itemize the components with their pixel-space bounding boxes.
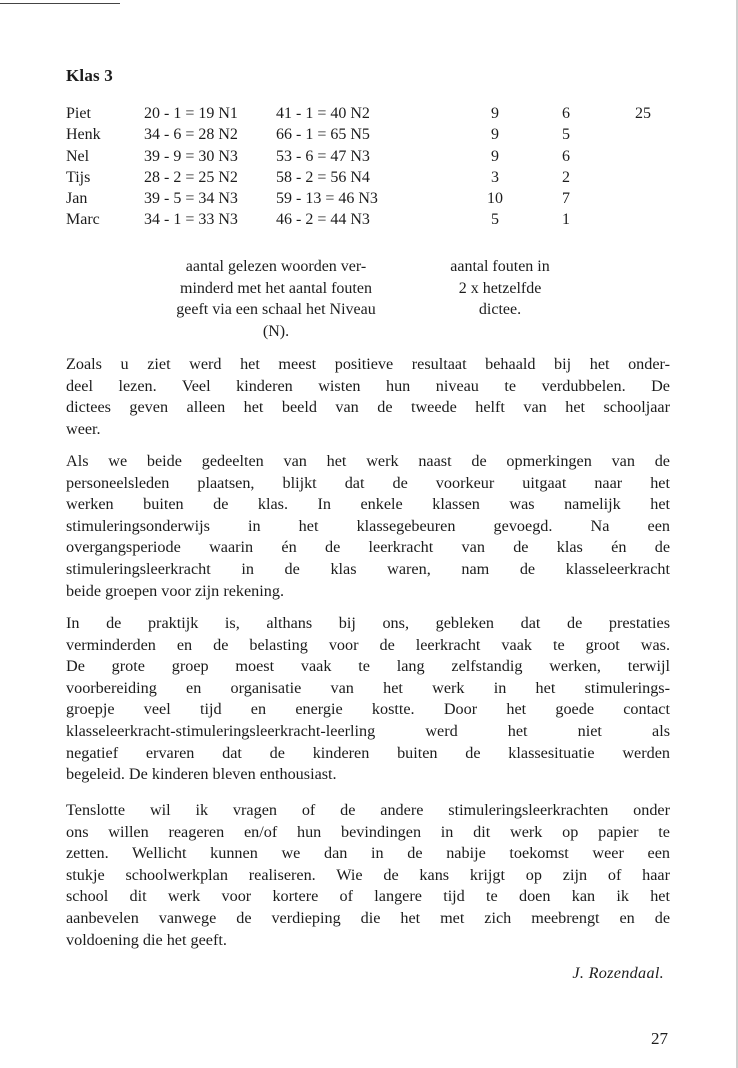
table-row bbox=[66, 209, 666, 230]
text-line: stukje schoolwerkplan realiseren. Wie de kans krijgt op zijn of haar bbox=[66, 865, 670, 884]
dictee-errors-second: 2 bbox=[562, 168, 570, 186]
reading-score-first: 39 - 9 = 30 N3 bbox=[144, 147, 238, 165]
dictee-errors-second: 6 bbox=[562, 105, 570, 122]
table-row bbox=[66, 146, 666, 167]
legend-line: aantal fouten in bbox=[450, 258, 550, 275]
reading-score-first: 20 - 1 = 19 N1 bbox=[144, 105, 238, 122]
text-line: Als we beide gedeelten van het werk naast de opmerkingen van de bbox=[66, 452, 670, 470]
section-heading: Klas 3 bbox=[66, 66, 114, 85]
text-line: voldoening die het geeft. bbox=[66, 930, 227, 949]
total-value: 25 bbox=[635, 105, 651, 122]
dictee-errors-second: 6 bbox=[562, 147, 570, 165]
reading-score-first: 28 - 2 = 25 N2 bbox=[144, 168, 238, 186]
student-name: Tijs bbox=[66, 168, 91, 186]
reading-score-second: 46 - 2 = 44 N3 bbox=[276, 211, 370, 229]
paragraph-comparison bbox=[66, 451, 670, 602]
dictee-errors-first: 5 bbox=[491, 211, 499, 229]
legend-line: dictee. bbox=[478, 301, 522, 318]
paragraph-results bbox=[66, 354, 670, 440]
dictee-errors-first: 9 bbox=[491, 126, 499, 144]
reading-score-second: 58 - 2 = 56 N4 bbox=[276, 168, 370, 186]
table-row bbox=[66, 188, 666, 209]
text-line: verminderden en de belasting voor de leerkracht vaak te groot was. bbox=[66, 635, 670, 654]
text-line: Zoals u ziet werd het meest positieve resultaat behaald bij het onder- bbox=[66, 355, 670, 373]
top-rule bbox=[0, 3, 120, 4]
dictee-errors-first: 10 bbox=[487, 190, 503, 208]
text-line: deel lezen. Veel kinderen wisten hun niveau te verdubbelen. De bbox=[66, 376, 670, 395]
text-line: zetten. Wellicht kunnen we dan in de nabije toekomst weer een bbox=[66, 844, 670, 863]
text-line: begeleid. De kinderen bleven enthousiast. bbox=[66, 765, 337, 784]
dictee-errors-first: 9 bbox=[491, 147, 499, 165]
legend-line: minderd met het aantal fouten bbox=[180, 279, 372, 297]
text-line: werken buiten de klas. In enkele klassen was namelijk het bbox=[66, 495, 670, 514]
legend-line: aantal gelezen woorden ver- bbox=[185, 258, 367, 275]
reading-score-first: 39 - 5 = 34 N3 bbox=[144, 190, 238, 208]
paragraph-closing bbox=[66, 800, 670, 951]
text-line: De grote groep moest vaak te lang zelfstandig werken, terwijl bbox=[66, 657, 670, 676]
results-table bbox=[66, 103, 666, 231]
legend-line: (N). bbox=[262, 322, 290, 340]
student-name: Nel bbox=[66, 147, 90, 165]
text-line: personeelsleden plaatsen, blijkt dat de voorkeur uitgaat naar het bbox=[66, 473, 670, 492]
student-name: Henk bbox=[66, 126, 101, 144]
text-line: groepje veel tijd en energie kostte. Door het goede contact bbox=[66, 700, 670, 719]
dictee-legend bbox=[420, 256, 580, 321]
dictee-errors-first: 3 bbox=[491, 168, 499, 186]
dictee-errors-second: 5 bbox=[562, 126, 570, 144]
reading-score-first: 34 - 1 = 33 N3 bbox=[144, 211, 238, 229]
text-line: voorbereiding en organisatie van het werk in het stimulerings- bbox=[66, 678, 670, 697]
text-line: school dit werk voor kortere of langere tijd te doen kan ik het bbox=[66, 887, 670, 906]
student-name: Marc bbox=[66, 211, 100, 229]
legend-line: 2 x hetzelfde bbox=[458, 279, 542, 297]
text-line: stimuleringsleerkracht in de klas waren, nam de klasseleerkracht bbox=[66, 559, 670, 578]
text-line: beide groepen voor zijn rekening. bbox=[66, 581, 285, 600]
legend-line: geeft via een schaal het Niveau bbox=[176, 301, 376, 318]
reading-score-second: 59 - 13 = 46 N3 bbox=[276, 190, 378, 208]
reading-score-first: 34 - 6 = 28 N2 bbox=[144, 126, 238, 144]
text-line: aanbevelen vanwege de verdieping die het met zich meebrengt en de bbox=[66, 908, 670, 927]
text-line: negatief ervaren dat de kinderen buiten de klassesituatie werden bbox=[66, 743, 670, 762]
reading-score-second: 53 - 6 = 47 N3 bbox=[276, 147, 370, 165]
text-line: weer. bbox=[66, 419, 101, 438]
text-line: overgangsperiode waarin én de leerkracht van de klas én de bbox=[66, 538, 670, 557]
paragraph-practice bbox=[66, 613, 670, 786]
text-line: stimuleringsonderwijs in het klassegebeuren gevoegd. Na een bbox=[66, 516, 670, 535]
reading-score-second: 41 - 1 = 40 N2 bbox=[276, 105, 370, 122]
text-line: ons willen reageren en/of hun bevindingen in dit werk op papier te bbox=[66, 822, 670, 841]
table-row bbox=[66, 103, 666, 124]
dictee-errors-second: 1 bbox=[562, 211, 570, 229]
table-row bbox=[66, 167, 666, 188]
student-name: Piet bbox=[66, 105, 91, 122]
dictee-errors-second: 7 bbox=[562, 190, 570, 208]
author-signature: J. Rozendaal. bbox=[572, 964, 664, 982]
page-number: 27 bbox=[651, 1029, 668, 1048]
reading-legend bbox=[146, 256, 406, 342]
student-name: Jan bbox=[66, 190, 88, 208]
text-line: klasseleerkracht-stimuleringsleerkracht-leerling werd het niet als bbox=[66, 721, 670, 740]
text-line: In de praktijk is, althans bij ons, gebleken dat de prestaties bbox=[66, 614, 670, 632]
dictee-errors-first: 9 bbox=[491, 105, 499, 122]
table-row bbox=[66, 124, 666, 145]
text-line: Tenslotte wil ik vragen of de andere stimuleringsleerkrachten onder bbox=[66, 801, 670, 819]
reading-score-second: 66 - 1 = 65 N5 bbox=[276, 126, 370, 144]
text-line: dictees geven alleen het beeld van de tweede helft van het schooljaar bbox=[66, 398, 670, 417]
